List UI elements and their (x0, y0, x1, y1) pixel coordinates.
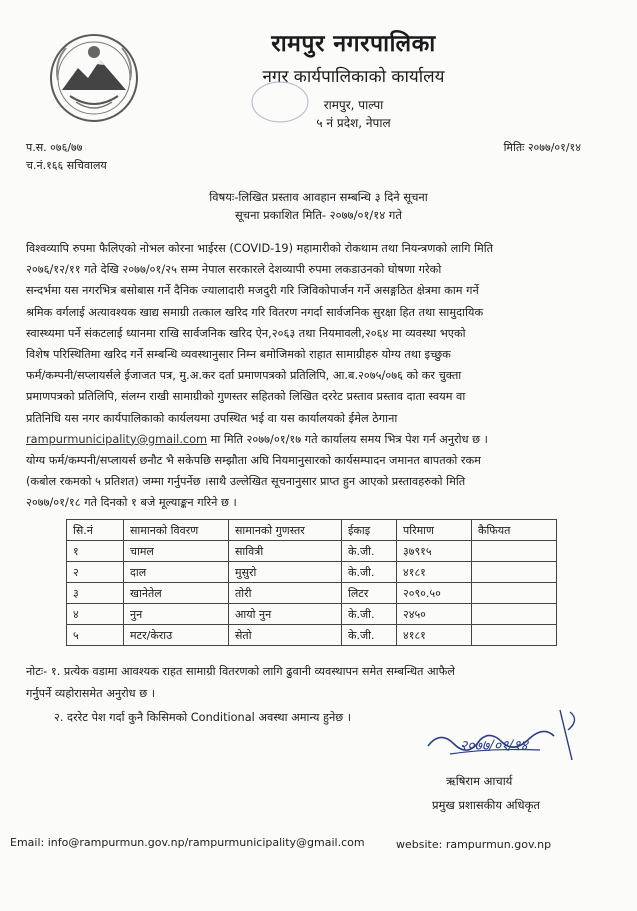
body-line: विश्वव्यापि रुपमा फैलिएको नोभल कोरना भाईरस (COVID-19) महामारीको रोकथाम तथा नियन्त्रणको लागि मिति (26, 242, 494, 255)
cell-quantity: ४१८१ (397, 625, 472, 646)
cell-quality: सेतो (229, 625, 342, 646)
fiscal-year: प.स. ०७६/७७ (26, 141, 83, 154)
publish-date-line: सूचना प्रकाशित मिति- २०७७/०१/१४ गते (235, 208, 402, 222)
cell-quality: आयो नुन (229, 604, 342, 625)
cell-quantity: २०९०.५० (397, 583, 472, 604)
cell-remarks (472, 625, 557, 646)
col-remarks: कैफियत (472, 520, 557, 541)
signature-date: २०७७/०१/१४ (460, 738, 528, 754)
cell-unit: के.जी. (342, 562, 397, 583)
cell-serial: ४ (67, 604, 124, 625)
cell-serial: २ (67, 562, 124, 583)
body-line: २०७६/१२/११ गते देखि २०७७/०१/२५ सम्म नेपाल सरकारले देशव्यापी रुपमा लकडाउनको घोषणा गरेको (26, 263, 442, 277)
col-item: सामानको विवरण (124, 520, 229, 541)
table-row (67, 604, 557, 625)
note-line-1: नोटः- १. प्रत्येक वडामा आवश्यक राहत सामाग्री वितरणको लागि ढुवानी व्यवस्थापन समेत सम्बन्धित आफैले (26, 665, 455, 678)
body-line: फर्म/कम्पनी/सप्लायर्सले ईजाजत पत्र, मु.अ.कर दर्ता प्रमाणपत्रको प्रतिलिपि, आ.ब.२०७५/०७६ को कर चुक्ता (26, 369, 462, 383)
body-line (26, 429, 611, 450)
cell-quality: सावित्री (229, 541, 342, 562)
table-row (67, 625, 557, 646)
cell-item: चामल (124, 541, 229, 562)
body-line: स्वास्थ्यमा पर्ने संकटलाई ध्यानमा राखि सार्वजनिक खरिद ऐन,२०६३ तथा नियमावली,२०६४ मा व्यवस्था भएको (26, 326, 466, 340)
table-row (67, 583, 557, 604)
letter-date: मितिः २०७७/०१/१४ (503, 141, 581, 154)
province: ५ नं प्रदेश, नेपाल (316, 116, 391, 130)
body-line: विशेष परिस्थितिमा खरिद गर्ने सम्बन्धि व्यवस्थानुसार निम्न बमोजिमको राहात सामाग्रीहरु योग्य तथा इच्छुक (26, 347, 451, 361)
cell-remarks (472, 562, 557, 583)
dispatch-number: च.नं.१६६ सचिवालय (26, 159, 107, 172)
notice-body (26, 238, 611, 513)
cell-quantity: ३७९१५ (397, 541, 472, 562)
body-line: योग्य फर्म/कम्पनी/सप्लायर्स छनौट भै सकेपछि सम्झौता अघि नियमानुसारको कार्यसम्पादन जमानत बापतको रकम (26, 453, 481, 467)
body-line: (कबोल रकमको ५ प्रतिशत) जम्मा गर्नुपर्नेछ ।साथै उल्लेखित सूचनानुसार प्राप्त हुन आएको प्रस्तावहरुको मिति (26, 475, 466, 489)
signatory-name: ऋषिराम आचार्य (446, 774, 513, 788)
cell-serial: १ (67, 541, 124, 562)
location: रामपुर, पाल्पा (323, 98, 384, 112)
body-line: प्रमाणपत्रको प्रतिलिपि, संलग्न राखी सामाग्रीको गुणस्तर सहितको लिखित दररेट प्रस्ताव प्रस्ताव दाता स्वयम वा (26, 390, 466, 404)
note-line-3: २. दररेट पेश गर्दा कुनै किसिमको Conditional अवस्था अमान्य हुनेछ । (54, 711, 352, 724)
cell-unit: के.जी. (342, 625, 397, 646)
relief-items-table (66, 519, 557, 646)
body-line: २०७७/०१/१८ गते दिनको १ बजे मूल्याङ्कन गरिने छ । (26, 496, 237, 510)
cell-remarks (472, 541, 557, 562)
cell-item: मटर/केराउ (124, 625, 229, 646)
cell-quality: तोरी (229, 583, 342, 604)
table-row (67, 562, 557, 583)
col-unit: ईकाइ (342, 520, 397, 541)
cell-remarks (472, 583, 557, 604)
table-header-row (67, 520, 557, 541)
cell-item: नुन (124, 604, 229, 625)
col-quality: सामानको गुणस्तर (229, 520, 342, 541)
col-quantity: परिमाण (397, 520, 472, 541)
footer-email[interactable]: Email: info@rampurmun.gov.np/rampurmunicipality@gmail.com (10, 836, 365, 849)
office-name: नगर कार्यपालिकाको कार्यालय (262, 67, 445, 87)
cell-item: दाल (124, 562, 229, 583)
body-line: सन्दर्भमा यस नगरभित्र बसोबास गर्ने दैनिक ज्यालादारी मजदुरी गरि जिविकोपार्जन गर्ने असङ्गठित क्षेत्रमा काम गर्ने (26, 284, 479, 298)
cell-quantity: २४५० (397, 604, 472, 625)
cell-quality: मुसुरो (229, 562, 342, 583)
cell-unit: के.जी. (342, 604, 397, 625)
body-line: श्रमिक वर्गलाई अत्यावश्यक खाद्य समाग्री तत्काल खरिद गरि वितरण नगर्दा सार्वजनिक सुरक्षा हित तथा सामुदायिक (26, 305, 484, 319)
subject-line: विषयः-लिखित प्रस्ताव आवहान सम्बन्धि ३ दिने सूचना (209, 190, 428, 204)
cell-item: खानेतेल (124, 583, 229, 604)
footer-website[interactable]: website: rampurmun.gov.np (396, 838, 552, 851)
cell-unit: के.जी. (342, 541, 397, 562)
cell-unit: लिटर (342, 583, 397, 604)
office-stamp (250, 80, 310, 124)
body-email-rest: मा मिति २०७७/०१/१७ गते कार्यालय समय भित्र पेश गर्न अनुरोध छ । (207, 432, 488, 446)
cell-quantity: ४१८१ (397, 562, 472, 583)
cell-remarks (472, 604, 557, 625)
table-row (67, 541, 557, 562)
body-line: प्रतिनिधि यस नगर कार्यपालिकाको कार्यलयमा उपस्थित भई वा यस कार्यालयको ईमेल ठेगाना (26, 411, 398, 425)
body-email-link[interactable]: rampurmunicipality@gmail.com (26, 432, 208, 446)
handwritten-signature (420, 700, 590, 770)
cell-serial: ३ (67, 583, 124, 604)
col-serial: सि.नं (67, 520, 124, 541)
note-line-2: गर्नुपर्ने व्यहोरासमेत अनुरोध छ । (26, 687, 155, 700)
cell-serial: ५ (67, 625, 124, 646)
signatory-title: प्रमुख प्रशासकीय अधिकृत (432, 798, 540, 812)
org-name: रामपुर नगरपालिका (271, 31, 436, 57)
